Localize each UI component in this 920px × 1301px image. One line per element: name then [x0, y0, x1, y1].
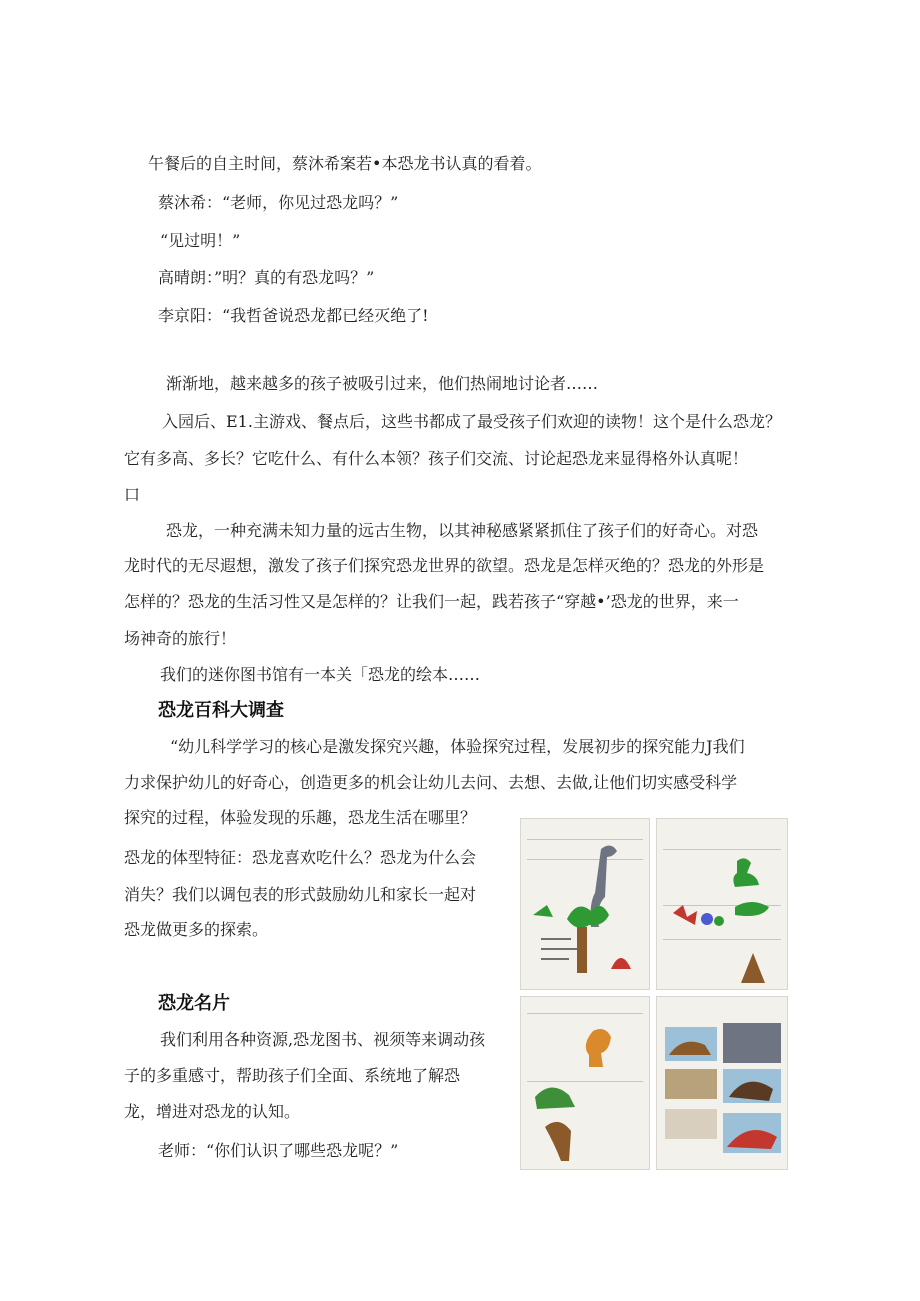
dinosaur-drawing — [521, 819, 650, 990]
body-line: 口 — [124, 485, 141, 504]
narrative-line: 午餐后的自主时间，蔡沐希案若•本恐龙书认真的看着。 — [148, 154, 542, 173]
body-line: 它有多高、多长？它吃什么、有什么本领？孩子们交流、讨论起恐龙来显得格外认真呢！ — [124, 449, 749, 468]
worksheet-card — [520, 818, 650, 990]
dinosaur-photos — [657, 997, 788, 1170]
section-heading: 恐龙百科大调查 — [158, 700, 284, 721]
body-line: 恐龙，一种充满未知力量的远古生物，以其神秘感紧紧抓住了孩子们的好奇心。对恐 — [166, 521, 759, 540]
dialogue-line: 蔡沐希：“老师，你见过恐龙吗？” — [158, 193, 399, 212]
body-line: 子的多重感寸，帮助孩子们全面、系统地了解恐 — [124, 1066, 461, 1085]
section-heading: 恐龙名片 — [158, 993, 230, 1014]
body-line: 我们利用各种资源,恐龙图书、视须等来调动孩 — [160, 1030, 486, 1049]
dinosaur-drawing — [521, 997, 650, 1170]
body-line: 探究的过程，体验发现的乐趣，恐龙生活在哪里？ — [124, 808, 477, 827]
body-line: 我们的迷你图书馆有一本关「恐龙的绘本…… — [160, 665, 481, 684]
worksheet-card — [656, 996, 788, 1170]
body-line: 龙，增进对恐龙的认知。 — [124, 1102, 301, 1121]
body-line: 力求保护幼儿的好奇心，创造更多的机会让幼儿去问、去想、去做,让他们切实感受科学 — [124, 773, 738, 792]
body-line: 恐龙的体型特征：恐龙喜欢吃什么？恐龙为什么会 — [124, 848, 477, 867]
dialogue-line: 老师：“你们认识了哪些恐龙呢？” — [158, 1141, 399, 1160]
worksheet-card — [656, 818, 788, 990]
worksheet-card — [520, 996, 650, 1170]
body-line: 入园后、E1.主游戏、餐点后，这些书都成了最受孩子们欢迎的读物！这个是什么恐龙？ — [162, 412, 781, 431]
body-line: 恐龙做更多的探索。 — [124, 920, 269, 939]
body-line: 龙时代的无尽遐想，激发了孩子们探究恐龙世界的欲望。恐龙是怎样灭绝的？恐龙的外形是 — [124, 556, 765, 575]
body-line: 怎样的？恐龙的生活习性又是怎样的？让我们一起，践若孩子“穿越•’恐龙的世界，来一 — [124, 592, 739, 611]
body-line: “幼儿科学学习的核心是激发探究兴趣，体验探究过程，发展初步的探究能力J我们 — [170, 737, 745, 756]
worksheet-photo-collage — [520, 818, 788, 1170]
narrative-line: 渐渐地，越来越多的孩子被吸引过来，他们热闹地讨论者…… — [166, 374, 599, 393]
dialogue-line: “见过明！” — [160, 231, 241, 250]
body-line: 场神奇的旅行！ — [124, 629, 237, 648]
dinosaur-drawing — [657, 819, 788, 990]
dialogue-line: 李京阳：“我哲爸说恐龙都已经灭绝了! — [158, 306, 429, 325]
dialogue-line: 高晴朗：”明？真的有恐龙吗？” — [158, 268, 375, 287]
body-line: 消失？我们以调包表的形式鼓励幼儿和家长一起对 — [124, 885, 477, 904]
